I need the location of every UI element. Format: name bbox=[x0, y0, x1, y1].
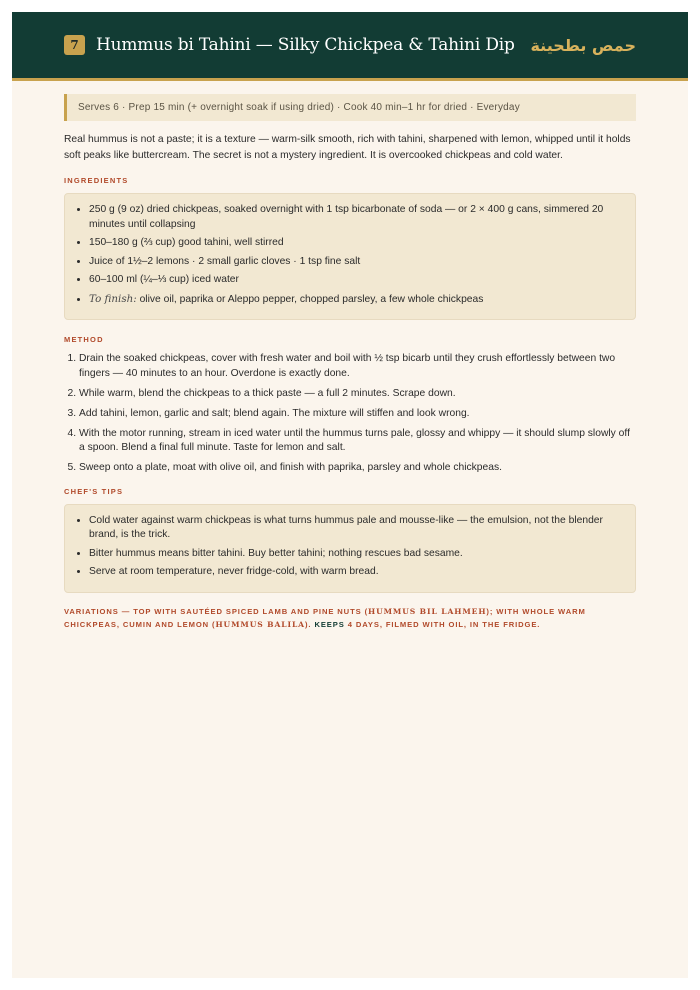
ingredient-item: • 60–100 ml (¼–⅓ cup) iced water bbox=[89, 273, 623, 288]
tips-heading: CHEF'S TIPS bbox=[64, 486, 124, 496]
recipe-number-badge: 7 bbox=[64, 35, 85, 55]
recipe-header bbox=[12, 12, 688, 81]
ingredient-item: • 250 g (9 oz) dried chickpeas, soaked overnight with 1 tsp bicarbonate of soda — or 2 × 400 g cans, simmered 20 minutes until collapsing bbox=[89, 203, 623, 232]
ingredients-heading: INGREDIENTS bbox=[64, 176, 129, 185]
tip-item: • Cold water against warm chickpeas is what turns hummus pale and mousse-like — the emulsion, not the blender brand, is the trick. bbox=[89, 514, 623, 543]
ingredient-item: • Juice of 1½–2 lemons · 2 small garlic cloves · 1 tsp fine salt bbox=[89, 255, 623, 270]
tips-list bbox=[77, 514, 623, 580]
method-step: 2. While warm, blend the chickpeas to a thick paste — a full 2 minutes. Scrape down. bbox=[79, 387, 636, 402]
tip-item: • Serve at room temperature, never fridge-cold, with warm bread. bbox=[89, 565, 623, 580]
ingredients-list bbox=[77, 203, 623, 307]
finish-text: olive oil, paprika or Aleppo pepper, chopped parsley, a few whole chickpeas bbox=[136, 293, 484, 305]
variations-text-3: ). bbox=[304, 619, 315, 629]
method-step: 1. Drain the soaked chickpeas, cover with fresh water and boil with ½ tsp bicarb until they crush effortlessly between two fingers — 40 minutes to an hour. Overdone is exactly done. bbox=[79, 352, 636, 381]
variation-name-balila: HUMMUS BALILA bbox=[215, 619, 305, 629]
variations-note bbox=[64, 605, 636, 631]
recipe-meta: Serves 6 · Prep 15 min (+ overnight soak if using dried) · Cook 40 min–1 hr for dried · Everyday bbox=[64, 94, 636, 121]
recipe-content bbox=[12, 94, 688, 631]
method-step: 3. Add tahini, lemon, garlic and salt; blend again. The mixture will stiffen and look wrong. bbox=[79, 407, 636, 422]
variations-text-1: VARIATIONS — TOP WITH SAUTÉED SPICED LAMB AND PINE NUTS ( bbox=[64, 606, 369, 616]
ingredient-item-finish bbox=[89, 292, 623, 308]
method-step: 5. Sweep onto a plate, moat with olive oil, and finish with paprika, parsley and whole chickpeas. bbox=[79, 461, 636, 476]
ingredients-box bbox=[64, 193, 636, 320]
method-step: 4. With the motor running, stream in iced water until the hummus turns pale, glossy and whippy — it should slump slowly off a spoon. Blend a final full minute. Taste for lemon and salt. bbox=[79, 427, 636, 456]
variations-text-2: ); WITH WHOLE WARM CHICKPEAS, CUMIN AND LEMON ( bbox=[64, 606, 586, 629]
method-heading: METHOD bbox=[64, 335, 104, 344]
keeps-label: KEEPS bbox=[314, 619, 345, 629]
recipe-title: Hummus bi Tahini — Silky Chickpea & Tahini Dip bbox=[96, 35, 515, 55]
recipe-arabic-title: حمص بطحينة bbox=[530, 35, 636, 55]
method-list bbox=[64, 352, 636, 476]
finish-prefix: To finish: bbox=[89, 292, 137, 305]
variations-text-4: 4 DAYS, FILMED WITH OIL, IN THE FRIDGE. bbox=[344, 619, 541, 629]
tip-item: • Bitter hummus means bitter tahini. Buy better tahini; nothing rescues bad sesame. bbox=[89, 547, 623, 562]
tips-box bbox=[64, 504, 636, 593]
variation-name-lahmeh: HUMMUS BIL LAHMEH bbox=[368, 606, 487, 616]
recipe-intro: Real hummus is not a paste; it is a texture — warm-silk smooth, rich with tahini, sharpened with lemon, whipped until it holds soft peaks like buttercream. The secret is not a mystery ingredient. It is overcooked chickpeas and cold water. bbox=[64, 134, 631, 161]
recipe-page bbox=[12, 12, 688, 978]
ingredient-item: • 150–180 g (⅔ cup) good tahini, well stirred bbox=[89, 236, 623, 251]
